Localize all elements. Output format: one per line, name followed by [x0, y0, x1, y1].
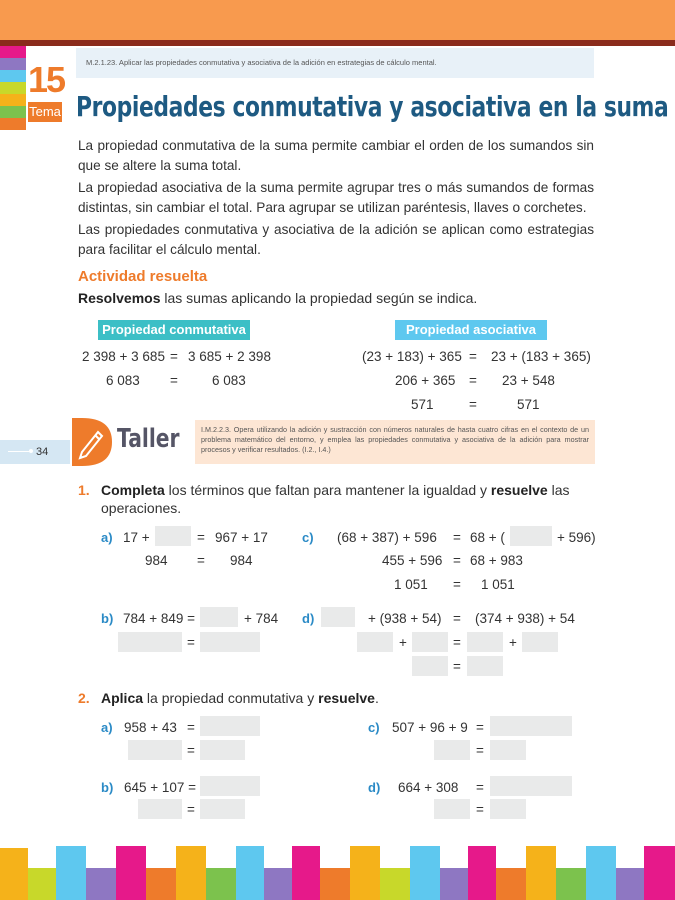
ex1-c-r1-eq: = — [453, 530, 461, 545]
ex2-b-answer-box-3[interactable] — [200, 799, 245, 819]
ex1-c-letter: c) — [302, 530, 314, 545]
assoc-r3-eq: = — [469, 397, 477, 412]
ex1-d-answer-box-3[interactable] — [412, 632, 448, 652]
ex1-d-answer-box-7[interactable] — [467, 656, 503, 676]
ex2-c-eq: = — [476, 720, 484, 735]
ex1-c-r1-right: + 596) — [557, 530, 596, 545]
assoc-r1-eq: = — [469, 349, 477, 364]
instruction-verb: Resolvemos — [78, 290, 161, 306]
exercise-1-instruction — [101, 482, 570, 498]
tema-label: Tema — [28, 102, 62, 122]
ex1-verb-resuelve: resuelve — [490, 482, 548, 498]
exercise-2-number: 2. — [78, 690, 90, 706]
ex1-d-answer-box-5[interactable] — [522, 632, 558, 652]
ex1-d-letter: d) — [302, 611, 315, 626]
activity-title: Actividad resuelta — [78, 268, 208, 285]
ex2-c-expr: 507 + 96 + 9 — [392, 720, 468, 735]
ex2-d-answer-box-1[interactable] — [490, 776, 572, 796]
ex1-a-r2-eq: = — [197, 553, 205, 568]
ex1-d-answer-box-2[interactable] — [357, 632, 393, 652]
ex2-d-letter: d) — [368, 780, 381, 795]
ex1-d-answer-box-1[interactable] — [321, 607, 355, 627]
ex2-d-expr: 664 + 308 — [398, 780, 459, 795]
ex1-b-r1-left: 784 + 849 = — [123, 611, 196, 626]
page-title: Propiedades conmutativa y asociativa en la suma — [76, 90, 669, 123]
ex2-d-answer-box-2[interactable] — [434, 799, 470, 819]
assoc-r3-left: 571 — [411, 397, 434, 412]
ex2-d-answer-box-3[interactable] — [490, 799, 526, 819]
ex2-a-eq2: = — [187, 743, 195, 758]
ex2-verb-aplica: Aplica — [101, 690, 144, 706]
ex1-b-r1-right: + 784 — [244, 611, 279, 626]
assoc-r2-eq: = — [469, 373, 477, 388]
paragraph-associative: La propiedad asociativa de la suma permite agrupar tres o más sumandos de formas distintas, sin cambiar el total. Para agrupar se utilizan paréntesis, llaves o corchetes. — [78, 180, 594, 215]
ex1-d-answer-box-4[interactable] — [467, 632, 503, 652]
ex2-a-answer-box-3[interactable] — [200, 740, 245, 760]
ex2-text-end: . — [374, 690, 379, 706]
destreza-banner: M.2.1.23. Aplicar las propiedades conmutativa y asociativa de la adición en estrategias de cálculo mental. — [76, 48, 594, 78]
ex1-d-r2-plus-1: + — [399, 635, 407, 650]
assoc-r3-right: 571 — [517, 397, 540, 412]
activity-instruction — [78, 290, 477, 306]
ex1-verb-completa: Completa — [101, 482, 165, 498]
comm-r2-right: 6 083 — [212, 373, 246, 388]
ex2-a-eq: = — [187, 720, 195, 735]
exercise-2-instruction — [101, 690, 379, 706]
ex2-b-answer-box-1[interactable] — [200, 776, 260, 796]
bottom-color-columns — [0, 846, 675, 900]
ex2-a-letter: a) — [101, 720, 113, 735]
assoc-r2-right: 23 + 548 — [502, 373, 555, 388]
taller-indicator-note: I.M.2.2.3. Opera utilizando la adición y sustracción con números naturales de hasta cuatro cifras en el contexto de un problema matemático del entorno, y emplea las propiedades conmutativa y asociativa de la adición para mostrar procesos y verificar resultados. (I.2., I.4.) — [195, 420, 595, 464]
commutative-badge: Propiedad conmutativa — [98, 320, 250, 340]
ex1-c-r2-right: 68 + 983 — [470, 553, 523, 568]
ex2-b-expr: 645 + 107 = — [124, 780, 197, 795]
top-banner — [0, 0, 675, 40]
ex1-a-r2-right: 984 — [230, 553, 253, 568]
ex2-d-eq: = — [476, 780, 484, 795]
assoc-r1-left: (23 + 183) + 365 — [362, 349, 462, 364]
paragraph-commutative: La propiedad conmutativa de la suma permite cambiar el orden de los sumandos sin que se altere la suma total. — [78, 138, 594, 173]
ex1-a-r1-eq: = — [197, 530, 205, 545]
ex2-c-answer-box-3[interactable] — [490, 740, 526, 760]
tema-number: 15 — [28, 59, 65, 100]
assoc-r2-left: 206 + 365 — [395, 373, 456, 388]
comm-r1-right: 3 685 + 2 398 — [188, 349, 271, 364]
ex2-b-eq2: = — [187, 802, 195, 817]
ex1-d-r1-mid: + (938 + 54) — [368, 611, 442, 626]
ex1-c-r3-eq: = — [453, 577, 461, 592]
ex1-d-r1-eq: = — [453, 611, 461, 626]
ex1-a-r2-left: 984 — [145, 553, 168, 568]
ex2-b-letter: b) — [101, 780, 114, 795]
ex2-c-answer-box-1[interactable] — [490, 716, 572, 736]
exercise-1-number: 1. — [78, 482, 90, 498]
ex1-b-letter: b) — [101, 611, 114, 626]
ex1-a-letter: a) — [101, 530, 113, 545]
comm-r2-left: 6 083 — [106, 373, 140, 388]
ex1-c-r2-eq: = — [453, 553, 461, 568]
ex1-d-r3-eq: = — [453, 659, 461, 674]
ex1-b-answer-box-2[interactable] — [118, 632, 182, 652]
ex1-c-r2-left: 455 + 596 — [382, 553, 443, 568]
assoc-r1-right: 23 + (183 + 365) — [491, 349, 591, 364]
comm-r1-left: 2 398 + 3 685 — [82, 349, 165, 364]
comm-r2-eq: = — [170, 373, 178, 388]
ex1-c-r3-left: 1 051 — [394, 577, 428, 592]
tema-badge — [28, 58, 65, 124]
ex1-c-r1-mid: 68 + ( — [470, 530, 505, 545]
ex2-a-answer-box-2[interactable] — [128, 740, 182, 760]
ex1-a-r1-left: 17 + — [123, 530, 150, 545]
ex1-d-r2-eq: = — [453, 635, 461, 650]
ex1-d-answer-box-6[interactable] — [412, 656, 448, 676]
ex1-b-answer-box-1[interactable] — [200, 607, 238, 627]
ex1-text: los términos que faltan para mantener la igualdad y — [164, 482, 491, 498]
ex1-c-answer-box[interactable] — [510, 526, 552, 546]
instruction-text: las sumas aplicando la propiedad según se indica. — [160, 290, 478, 306]
ex2-d-eq2: = — [476, 802, 484, 817]
ex1-d-r2-plus-2: + — [509, 635, 517, 650]
ex1-a-answer-box[interactable] — [155, 526, 191, 546]
ex2-a-expr: 958 + 43 — [124, 720, 177, 735]
paragraph-strategies: Las propiedades conmutativa y asociativa de la adición se aplican como estrategias para facilitar el cálculo mental. — [78, 222, 594, 257]
ex2-verb-resuelve: resuelve — [318, 690, 375, 706]
ex2-c-eq2: = — [476, 743, 484, 758]
taller-label: Taller — [117, 424, 180, 454]
ex1-b-r2-eq: = — [187, 635, 195, 650]
comm-r1-eq: = — [170, 349, 178, 364]
ex2-c-answer-box-2[interactable] — [434, 740, 470, 760]
page-number-band — [0, 440, 70, 464]
pencil-icon — [72, 418, 112, 466]
ex1-d-r1-right: (374 + 938) + 54 — [475, 611, 575, 626]
ex1-c-r3-right: 1 051 — [481, 577, 515, 592]
ex2-b-answer-box-2[interactable] — [138, 799, 182, 819]
page-number: 34 — [36, 446, 49, 458]
ex1-a-r1-right: 967 + 17 — [215, 530, 268, 545]
associative-badge: Propiedad asociativa — [395, 320, 547, 340]
ex1-text-end: las — [547, 482, 570, 498]
ex1-c-r1-left: (68 + 387) + 596 — [337, 530, 437, 545]
ex2-c-letter: c) — [368, 720, 380, 735]
ex2-text: la propiedad conmutativa y — [143, 690, 319, 706]
exercise-1-instruction-line2: operaciones. — [101, 500, 182, 516]
ex1-b-answer-box-3[interactable] — [200, 632, 260, 652]
ex2-a-answer-box-1[interactable] — [200, 716, 260, 736]
top-rule — [0, 40, 675, 46]
